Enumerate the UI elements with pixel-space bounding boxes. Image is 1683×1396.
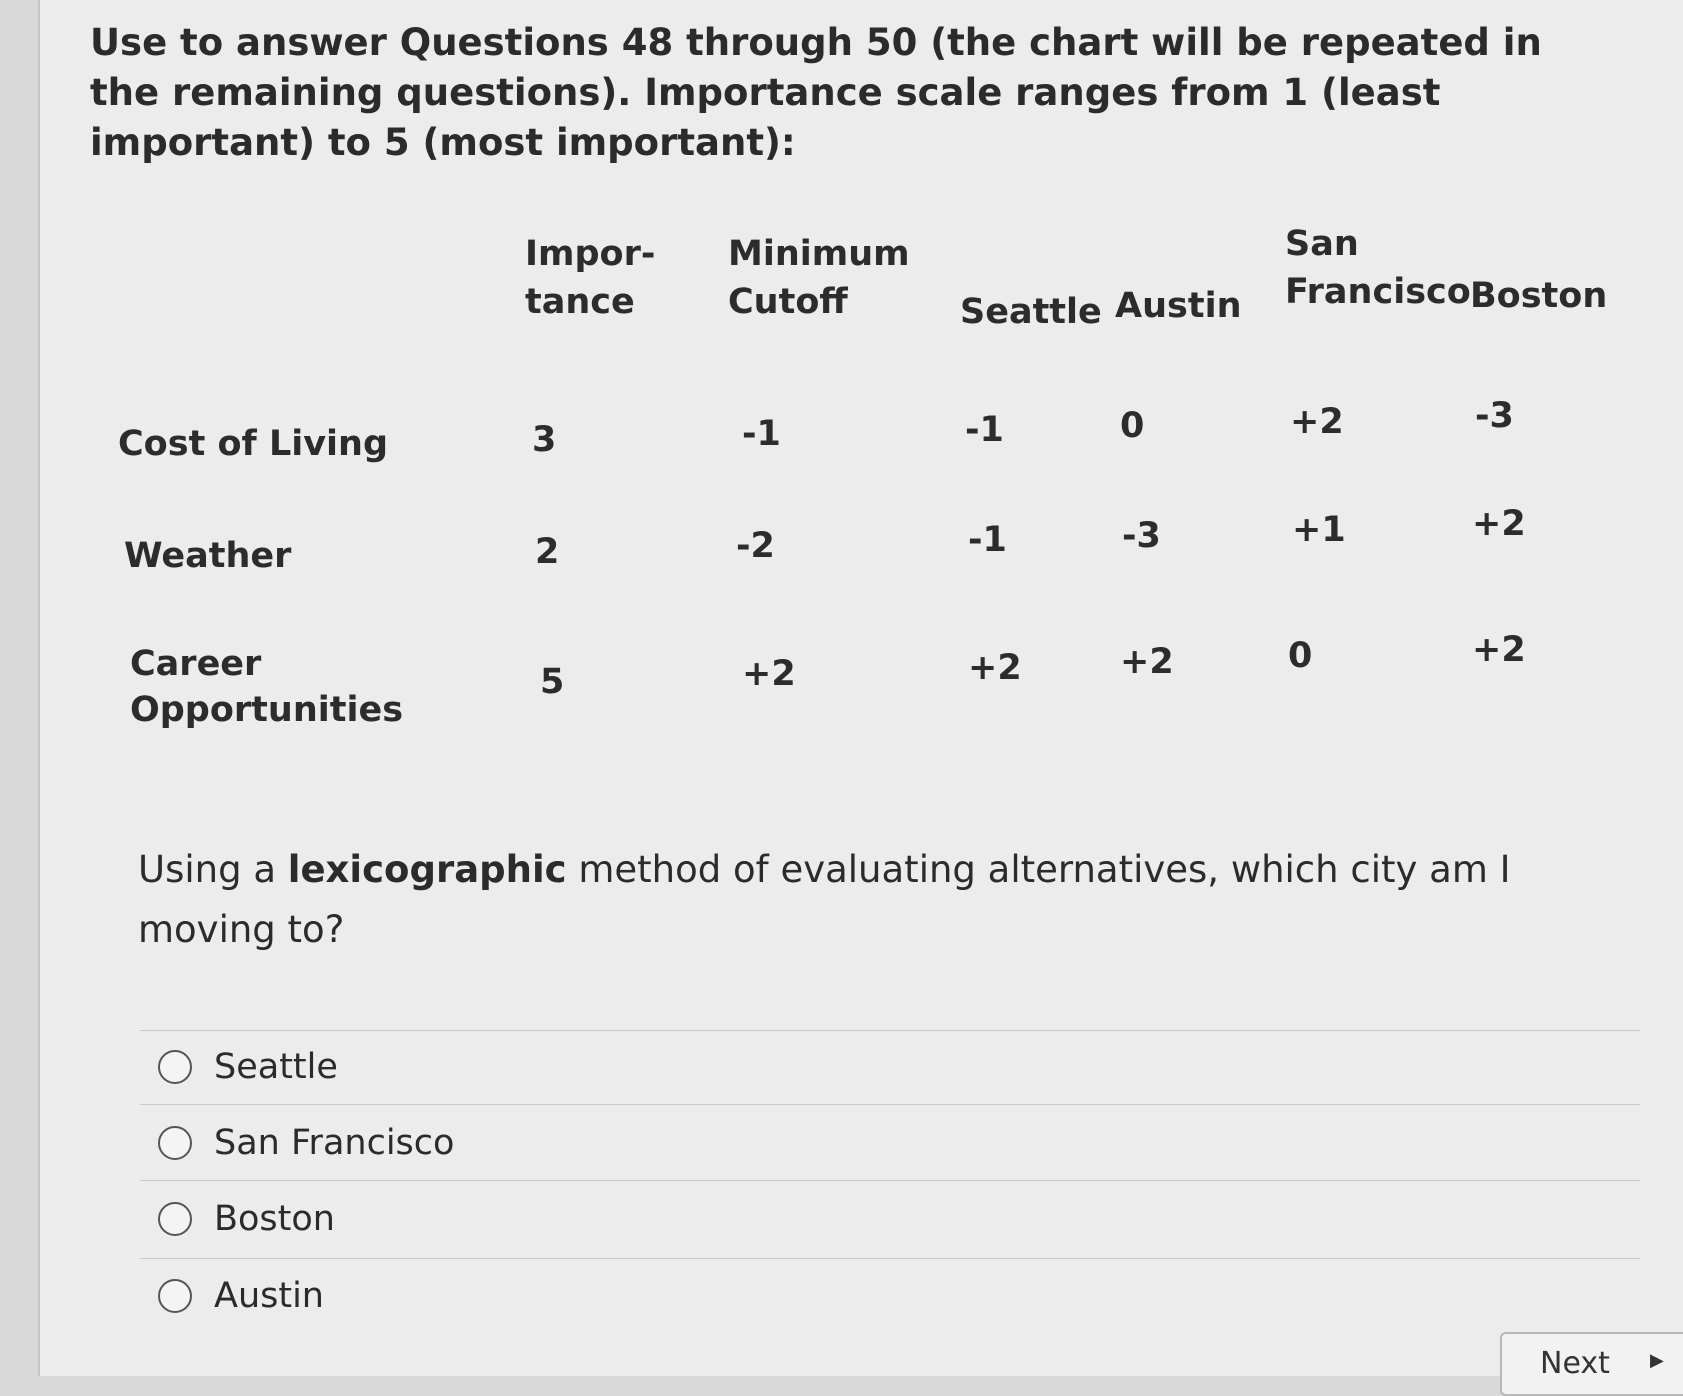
- cell-importance: 5: [540, 662, 565, 702]
- question-text-bold: lexicographic: [287, 848, 567, 891]
- header-boston: Boston: [1470, 276, 1608, 316]
- cell-cutoff: +2: [742, 654, 796, 694]
- header-seattle: Seattle: [960, 292, 1102, 332]
- header-sf-line-2: Francisco: [1285, 272, 1471, 312]
- question-text-part-1: Using a: [138, 848, 288, 891]
- row-label-weather: Weather: [124, 536, 292, 576]
- cell-seattle: -1: [968, 520, 1007, 560]
- cell-san-francisco: +2: [1290, 402, 1344, 442]
- header-importance-line-2: tance: [525, 282, 635, 322]
- header-cutoff-line-1: Minimum: [728, 234, 910, 274]
- radio-button[interactable]: [158, 1050, 192, 1084]
- cell-austin: 0: [1120, 406, 1145, 446]
- radio-button[interactable]: [158, 1279, 192, 1313]
- cell-boston: +2: [1472, 630, 1526, 670]
- row-label-cost-of-living: Cost of Living: [118, 424, 389, 464]
- divider: [140, 1180, 1640, 1181]
- option-label[interactable]: Seattle: [214, 1047, 338, 1087]
- cell-san-francisco: +1: [1292, 510, 1346, 550]
- option-seattle[interactable]: [158, 1047, 338, 1087]
- header-sf-line-1: San: [1285, 224, 1359, 264]
- option-label[interactable]: Boston: [214, 1199, 335, 1239]
- intro-text: Use to answer Questions 48 through 50 (the chart will be repeated in the remaining questions). Importance scale ranges from 1 (least important) to 5 (most important):: [90, 21, 1542, 164]
- cell-boston: +2: [1472, 504, 1526, 544]
- header-san-francisco: [1285, 220, 1471, 316]
- header-minimum-cutoff: [728, 230, 910, 326]
- header-cutoff-line-2: Cutoff: [728, 282, 848, 322]
- cell-importance: 2: [535, 532, 560, 572]
- question-text: [138, 840, 1638, 960]
- cell-cutoff: -1: [742, 414, 781, 454]
- cell-cutoff: -2: [736, 526, 775, 566]
- cell-seattle: +2: [968, 648, 1022, 688]
- decision-table: [110, 224, 1610, 760]
- cell-seattle: -1: [965, 410, 1004, 450]
- header-austin: Austin: [1115, 286, 1242, 326]
- radio-button[interactable]: [158, 1202, 192, 1236]
- cell-importance: 3: [532, 420, 557, 460]
- option-austin[interactable]: [158, 1276, 324, 1316]
- triangle-right-icon: ▶: [1650, 1350, 1664, 1371]
- option-boston[interactable]: [158, 1199, 335, 1239]
- header-importance-line-1: Impor-: [525, 234, 656, 274]
- row-label-line-2: Opportunities: [130, 690, 404, 730]
- next-button-label[interactable]: Next: [1540, 1346, 1610, 1381]
- option-san-francisco[interactable]: [158, 1123, 454, 1163]
- next-button[interactable]: [1500, 1332, 1683, 1396]
- divider: [140, 1104, 1640, 1105]
- question-text-part-2: method of evaluating alternatives, which city am I moving to?: [138, 848, 1511, 951]
- radio-button[interactable]: [158, 1126, 192, 1160]
- cell-austin: +2: [1120, 642, 1174, 682]
- divider: [140, 1030, 1640, 1031]
- cell-san-francisco: 0: [1288, 636, 1313, 676]
- option-label[interactable]: Austin: [214, 1276, 324, 1316]
- cell-austin: -3: [1122, 516, 1161, 556]
- option-label[interactable]: San Francisco: [214, 1123, 455, 1163]
- row-label-career-opportunities: [130, 640, 403, 734]
- row-label-line-1: Career: [130, 644, 262, 684]
- divider: [140, 1258, 1640, 1259]
- header-importance: [525, 230, 655, 326]
- cell-boston: -3: [1475, 396, 1514, 436]
